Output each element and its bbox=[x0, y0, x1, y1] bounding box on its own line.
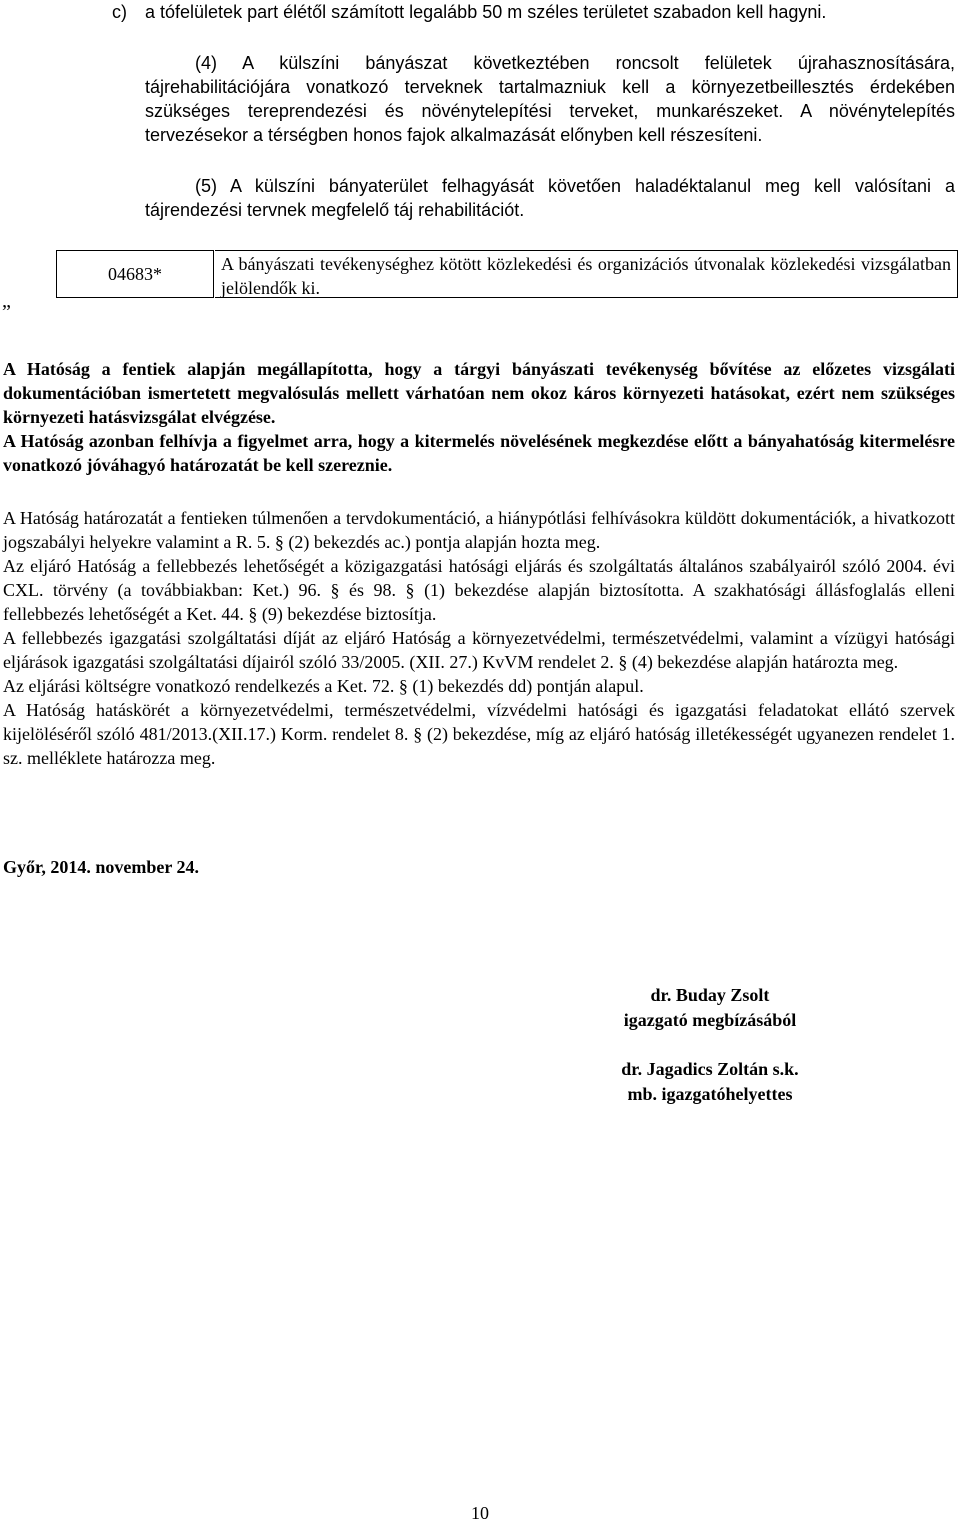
list-marker: c) bbox=[112, 2, 127, 22]
date-line: Győr, 2014. november 24. bbox=[3, 857, 199, 877]
conclusion-block bbox=[3, 357, 955, 477]
table-cell-description bbox=[215, 250, 958, 298]
paragraph-4 bbox=[145, 51, 955, 147]
table-cell-code bbox=[56, 250, 214, 298]
reasoning-block bbox=[3, 506, 955, 770]
paragraph-5 bbox=[145, 174, 955, 222]
regulation-code: 04683* bbox=[108, 264, 162, 284]
list-item-text: a tófelületek part élétől számított legalább 50 m széles területet szabadon kell hagyni. bbox=[145, 2, 827, 22]
deputy-name: dr. Jagadics Zoltán s.k. bbox=[621, 1059, 799, 1079]
conclusion-paragraph: A Hatóság azonban felhívja a figyelmet arra, hogy a kitermelés növelésének megkezdése előtt a bányahatóság kitermelésre vonatkozó jóváhagyó határozatát be kell szereznie. bbox=[3, 431, 955, 475]
reasoning-paragraph: A Hatóság hatáskörét a környezetvédelmi, természetvédelmi, vízvédelmi hatósági és igazgatási feladatokat ellátó szervek kijelöléséről szóló 481/2013.(XII.17.) Korm. rendelet 8. § (2) bekezdése, míg az eljáró hatóság illetékességét ugyanezen rendelet 1. sz. melléklete határozza meg. bbox=[3, 700, 955, 768]
signature-block bbox=[560, 983, 860, 1107]
closing-quote: ” bbox=[2, 301, 11, 323]
conclusion-paragraph: A Hatóság a fentiek alapján megállapította, hogy a tárgyi bányászati tevékenység bővítése az előzetes vizsgálati dokumentációban ismertetett megvalósulás mellett várhatóan nem okoz káros környezeti hatásokat, ezért nem szükséges környezeti hatásvizsgálat elvégzése. bbox=[3, 359, 955, 427]
regulation-description: A bányászati tevékenységhez kötött közlekedési és organizációs útvonalak közlekedési vizsgálatban jelölendők ki. bbox=[221, 254, 951, 298]
deputy-title: mb. igazgatóhelyettes bbox=[627, 1084, 793, 1104]
reasoning-paragraph: Az eljáró Hatóság a fellebbezés lehetőségét a közigazgatási hatósági eljárás és szolgáltatás általános szabályairól szóló 2004. évi CXL. törvény (a továbbiakban: Ket.) 96. § és 98. § (1) bekezdése alapján biztosította. A szakhatósági állásfoglalás elleni fellebbezés lehetőségét a Ket. 44. § (9) bekezdése biztosítja. bbox=[3, 556, 955, 624]
page-number: 10 bbox=[471, 1503, 489, 1523]
reasoning-paragraph: Az eljárási költségre vonatkozó rendelkezés a Ket. 72. § (1) bekezdés dd) pontján alapul. bbox=[3, 676, 644, 696]
reasoning-paragraph: A Hatóság határozatát a fentieken túlmenően a tervdokumentáció, a hiánypótlási felhívásokra küldött dokumentációk, a hivatkozott jogszabályi helyekre valamint a R. 5. § (2) bekezdés ac.) pontja alapján hozta meg. bbox=[3, 508, 955, 552]
paragraph-5-text: (5) A külszíni bányaterület felhagyását követően haladéktalanul meg kell valósítani a tájrendezési tervnek megfelelő táj rehabilitációt. bbox=[145, 176, 955, 220]
reasoning-paragraph: A fellebbezés igazgatási szolgáltatási díját az eljáró Hatóság a környezetvédelmi, természetvédelmi, valamint a vízügyi hatósági eljárások igazgatási szolgáltatási díjairól szóló 33/2005. (XII. 27.) KvVM rendelet 2. § (4) bekezdése alapján határozta meg. bbox=[3, 628, 955, 672]
signatory-title: igazgató megbízásából bbox=[623, 1010, 797, 1030]
paragraph-4-text: (4) A külszíni bányászat következtében roncsolt felületek újrahasznosítására, tájrehabilitációjára vonatkozó terveknek tartalmazniuk kell a környezetbeillesztés érdekében szükséges tereprendezési és növénytelepítési terveket, munkarészeket. A növénytelepítés tervezésekor a térségben honos fajok alkalmazását előnyben kell részesíteni. bbox=[145, 53, 955, 145]
list-item-c bbox=[112, 0, 952, 24]
signatory-name: dr. Buday Zsolt bbox=[650, 985, 770, 1005]
